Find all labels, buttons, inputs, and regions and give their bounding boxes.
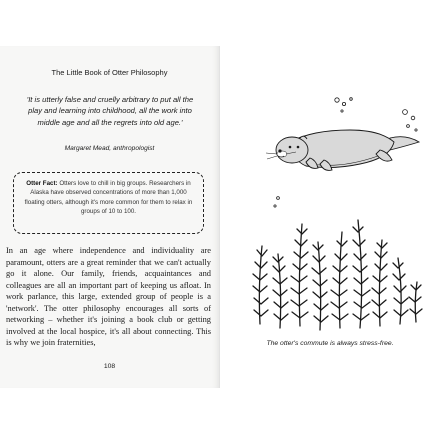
book-spread bbox=[0, 46, 440, 388]
body-paragraph: In an age where independence and individuality are paramount, otters are a great reminder that we can't actually go it alone. Our family, friends, acquaintances and colleagues are all an important part of keeping us afloat. In work parlance, this large, extended group of people is a 'network'. The otter philosophy encourages all sorts of networking – whether it's joining a book club or getting involved at the local hospice, it's all about connecting. This is why we join fraternities, bbox=[6, 246, 211, 347]
left-page bbox=[0, 46, 220, 388]
running-head: The Little Book of Otter Philosophy bbox=[51, 68, 168, 77]
epigraph-quote: 'It is utterly false and cruelly arbitrary to put all the play and learning into childhood, all the work into middle age and all the regrets into old age.' bbox=[26, 95, 194, 127]
fact-text: Otters love to chill in big groups. Researchers in Alaska have observed concentrations of more than 1,000 floating otters, although it's more common for them to relax in groups of 10 to 100. bbox=[24, 180, 193, 216]
quote-attribution: Margaret Mead, anthropologist bbox=[64, 145, 155, 152]
otter-fact-box bbox=[13, 172, 204, 234]
page-number: 108 bbox=[103, 363, 116, 370]
illustration-caption: The otter's commute is always stress-free. bbox=[266, 340, 394, 347]
otter-icon bbox=[266, 130, 419, 170]
otter-illustration bbox=[220, 46, 440, 388]
fact-label: Otter Fact: bbox=[26, 180, 58, 187]
seaweed-icon bbox=[253, 220, 422, 330]
